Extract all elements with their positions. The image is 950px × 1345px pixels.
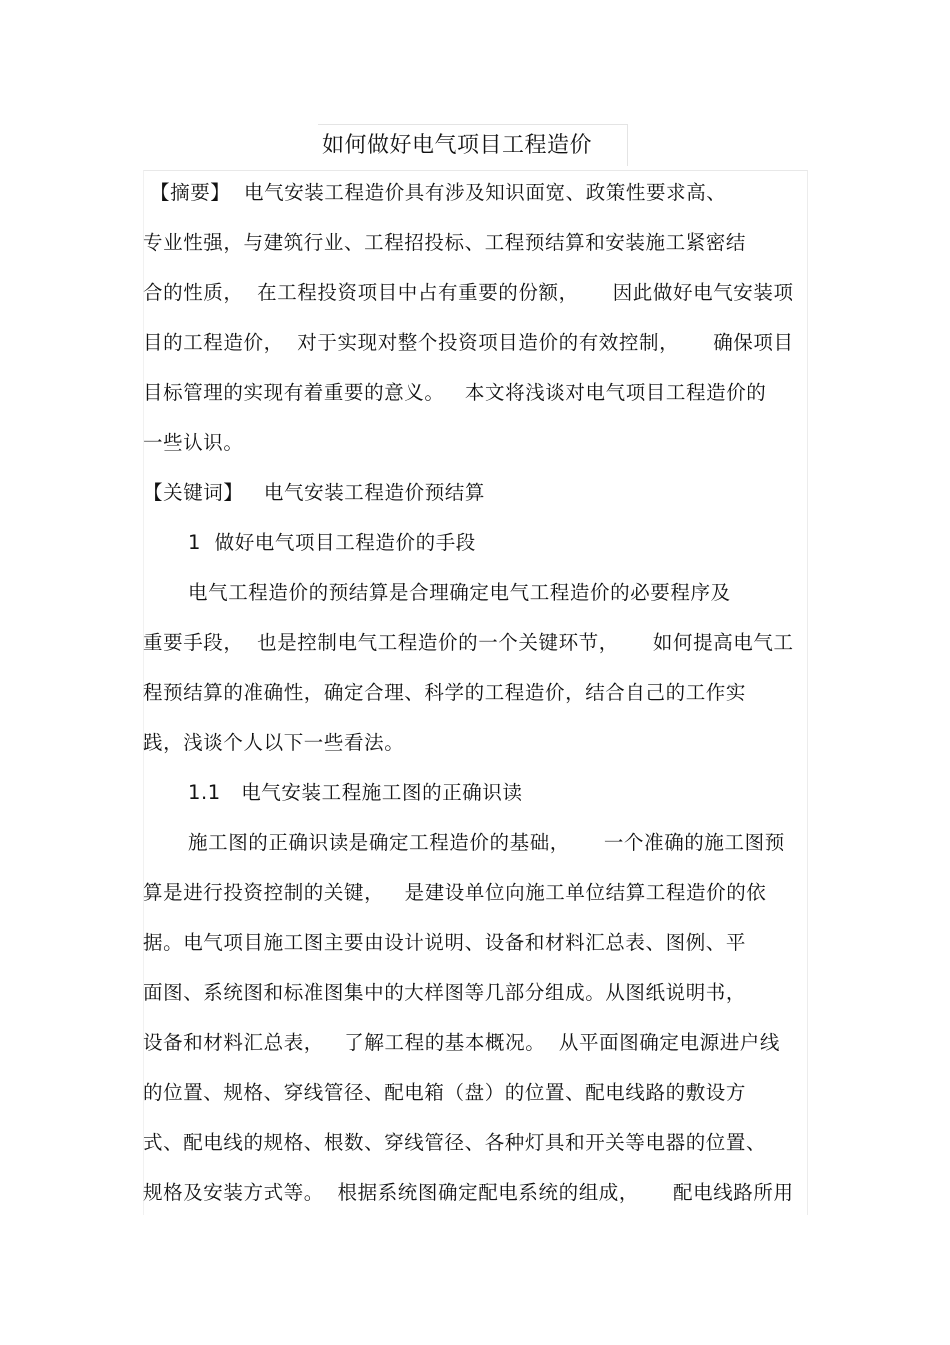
paragraph-line: 据。电气项目施工图主要由设计说明、设备和材料汇总表、图例、平 — [143, 931, 747, 954]
paragraph-line: 践，浅谈个人以下一些看法。 — [143, 731, 405, 754]
abstract-line: 专业性强，与建筑行业、工程招投标、工程预结算和安装施工紧密结 — [143, 231, 747, 254]
abstract-line: 目的工程造价， 对于实现对整个投资项目造价的有效控制， 确保项目 — [143, 331, 794, 354]
paragraph-line: 式、配电线的规格、根数、穿线管径、各种灯具和开关等电器的位置、 — [143, 1131, 767, 1154]
section-heading: 1 做好电气项目工程造价的手段 — [188, 531, 476, 554]
paragraph-line: 的位置、规格、穿线管径、配电箱（盘）的位置、配电线路的敷设方 — [143, 1081, 747, 1104]
paragraph-line: 面图、系统图和标准图集中的大样图等几部分组成。从图纸说明书， — [143, 981, 747, 1004]
abstract-line: 一些认识。 — [143, 431, 244, 454]
paragraph-line: 程预结算的准确性，确定合理、科学的工程造价，结合自己的工作实 — [143, 681, 747, 704]
paragraph-line: 电气工程造价的预结算是合理确定电气工程造价的必要程序及 — [188, 581, 731, 604]
abstract-line: 【摘要】 电气安装工程造价具有涉及知识面宽、政策性要求高、 — [150, 181, 727, 204]
subsection-heading: 1.1 电气安装工程施工图的正确识读 — [188, 781, 523, 804]
paragraph-line: 重要手段， 也是控制电气工程造价的一个关键环节， 如何提高电气工 — [143, 631, 794, 654]
paragraph-line: 施工图的正确识读是确定工程造价的基础， 一个准确的施工图预 — [188, 831, 785, 854]
abstract-line: 合的性质， 在工程投资项目中占有重要的份额， 因此做好电气安装项 — [143, 281, 794, 304]
keywords-line: 【关键词】 电气安装工程造价预结算 — [143, 481, 485, 504]
paragraph-line: 规格及安装方式等。 根据系统图确定配电系统的组成， 配电线路所用 — [143, 1181, 794, 1204]
abstract-line: 目标管理的实现有着重要的意义。 本文将浅谈对电气项目工程造价的 — [143, 381, 767, 404]
paragraph-line: 算是进行投资控制的关键， 是建设单位向施工单位结算工程造价的依 — [143, 881, 767, 904]
paragraph-line: 设备和材料汇总表， 了解工程的基本概况。 从平面图确定电源进户线 — [143, 1031, 780, 1054]
document-title: 如何做好电气项目工程造价 — [322, 133, 593, 158]
